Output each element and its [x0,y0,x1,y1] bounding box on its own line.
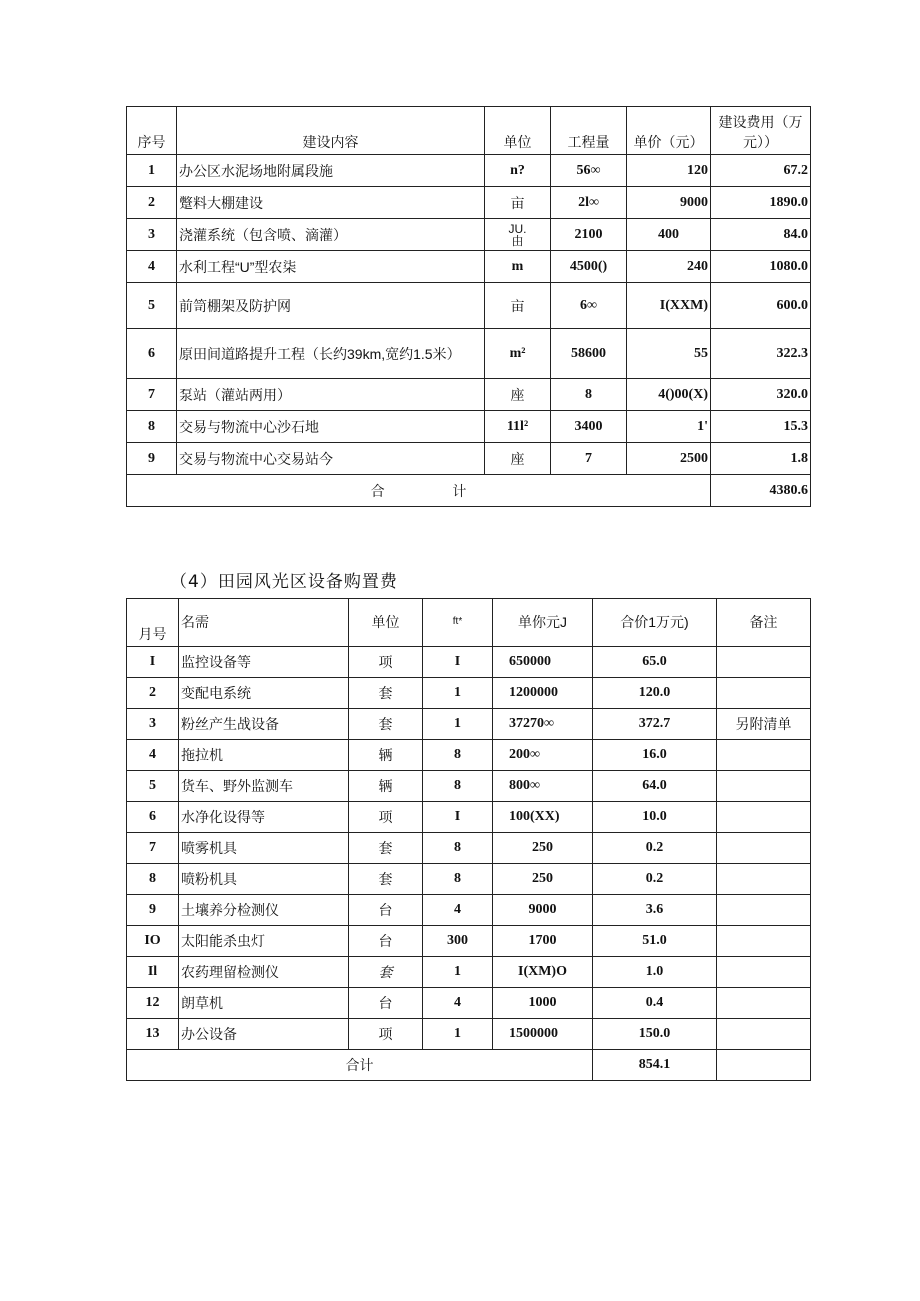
row-price: 120 [627,155,711,187]
row-no: 6 [127,329,177,379]
row-no: 2 [127,187,177,219]
row-no: 9 [127,443,177,475]
row-note: 另附清单 [717,709,811,740]
section-caption: （4）田园风光区设备购置费 [170,572,398,592]
row-content: 浇灌系统（包含喷、滴灌） [177,219,485,251]
row-content: 交易与物流中心交易站今 [177,443,485,475]
total-label: 合计 [127,1050,593,1081]
header-qty: 工程量 [551,107,627,155]
row-qty: 3400 [551,411,627,443]
row-name: 拖拉机 [179,740,349,771]
row-no: 8 [127,411,177,443]
row-qty: 1 [423,709,493,740]
row-total: 16.0 [593,740,717,771]
header-no: 序号 [127,107,177,155]
row-unit: 座 [485,443,551,475]
row-name: 监控设备等 [179,647,349,678]
row-qty: 8 [551,379,627,411]
row-price: 100(XX) [493,802,593,833]
row-total: 0.2 [593,864,717,895]
row-unit: 辆 [349,771,423,802]
header-qty: ft* [423,599,493,647]
row-price: 650000 [493,647,593,678]
row-cost: 1080.0 [711,251,811,283]
table-row [127,329,811,379]
row-name: 粉丝产生战设备 [179,709,349,740]
row-unit: 亩 [485,283,551,329]
table-row [127,678,811,709]
row-qty: 8 [423,771,493,802]
row-name: 朗草机 [179,988,349,1019]
row-price: 2500 [627,443,711,475]
row-total: 65.0 [593,647,717,678]
header-unit: 单位 [485,107,551,155]
row-no: 3 [127,219,177,251]
row-qty: 1 [423,1019,493,1050]
header-price: 单你元J [493,599,593,647]
row-note [717,647,811,678]
row-content: 交易与物流中心沙石地 [177,411,485,443]
row-qty: 7 [551,443,627,475]
total-value: 4380.6 [711,475,811,507]
row-qty: 6∞ [551,283,627,329]
row-qty: 4500() [551,251,627,283]
row-note [717,1019,811,1050]
table-row [127,1019,811,1050]
total-value: 854.1 [593,1050,717,1081]
table-row [127,283,811,329]
row-qty: 2l∞ [551,187,627,219]
total-label-1: 合 [370,482,385,499]
row-no: 5 [127,283,177,329]
row-price: 1200000 [493,678,593,709]
table-row [127,647,811,678]
row-total: 10.0 [593,802,717,833]
row-unit: 项 [349,802,423,833]
header-price: 单价（元） [627,107,711,155]
table-row [127,957,811,988]
row-price: 55 [627,329,711,379]
row-no: 5 [127,771,179,802]
row-unit: 台 [349,895,423,926]
row-cost: 320.0 [711,379,811,411]
row-unit: 辆 [349,740,423,771]
row-unit: n? [485,155,551,187]
table-header-row [127,599,811,647]
row-name: 喷粉机具 [179,864,349,895]
row-note [717,833,811,864]
table-row [127,895,811,926]
row-qty: I [423,647,493,678]
row-content: 蹩料大棚建设 [177,187,485,219]
row-cost: 84.0 [711,219,811,251]
row-no: I [127,647,179,678]
construction-cost-table [126,106,811,507]
row-no: 6 [127,802,179,833]
row-unit: m [485,251,551,283]
row-no: 8 [127,864,179,895]
row-qty: 8 [423,740,493,771]
row-price: 250 [493,864,593,895]
row-no: 12 [127,988,179,1019]
row-no: 13 [127,1019,179,1050]
row-no: 9 [127,895,179,926]
row-name: 办公设备 [179,1019,349,1050]
row-no: 2 [127,678,179,709]
row-unit: m² [485,329,551,379]
row-note [717,988,811,1019]
row-price: 800∞ [493,771,593,802]
equipment-purchase-table [126,598,811,1081]
header-no: 月号 [127,599,179,647]
row-note [717,895,811,926]
row-note [717,926,811,957]
row-cost: 15.3 [711,411,811,443]
table-row [127,411,811,443]
row-total: 51.0 [593,926,717,957]
header-unit: 单位 [349,599,423,647]
row-unit: 11l² [485,411,551,443]
row-unit: 套 [349,864,423,895]
row-content: 泵站（灌站两用） [177,379,485,411]
row-name: 货车、野外监测车 [179,771,349,802]
row-total: 0.2 [593,833,717,864]
row-price: 1000 [493,988,593,1019]
table-row [127,771,811,802]
row-qty: 8 [423,864,493,895]
row-price: 1' [627,411,711,443]
total-label-2: 计 [452,482,467,499]
row-unit: 项 [349,647,423,678]
row-total: 1.0 [593,957,717,988]
row-qty: 2100 [551,219,627,251]
row-qty: 1 [423,678,493,709]
row-total: 120.0 [593,678,717,709]
table-row [127,740,811,771]
row-total: 372.7 [593,709,717,740]
row-total: 0.4 [593,988,717,1019]
row-unit: 亩 [485,187,551,219]
row-name: 变配电系统 [179,678,349,709]
row-name: 土壤养分检测仪 [179,895,349,926]
row-no: 4 [127,251,177,283]
table-row [127,926,811,957]
table-row [127,833,811,864]
row-cost: 67.2 [711,155,811,187]
row-no: 1 [127,155,177,187]
row-cost: 322.3 [711,329,811,379]
table-row [127,802,811,833]
row-no: 3 [127,709,179,740]
table-row [127,379,811,411]
row-price: 37270∞ [493,709,593,740]
row-unit: 套 [349,833,423,864]
table-row [127,864,811,895]
row-no: IO [127,926,179,957]
row-content: 水利工程“U”型农柒 [177,251,485,283]
row-price: 9000 [493,895,593,926]
row-no: Il [127,957,179,988]
header-note: 备注 [717,599,811,647]
row-no: 4 [127,740,179,771]
header-total: 合价1万元) [593,599,717,647]
row-unit: JU. 由 [485,219,551,251]
row-note [717,678,811,709]
row-name: 喷雾机具 [179,833,349,864]
row-qty: 56∞ [551,155,627,187]
row-unit: 台 [349,926,423,957]
row-qty: 4 [423,895,493,926]
row-no: 7 [127,833,179,864]
row-name: 太阳能杀虫灯 [179,926,349,957]
row-total: 64.0 [593,771,717,802]
table-row [127,443,811,475]
total-note [717,1050,811,1081]
row-unit: 套 [349,678,423,709]
row-price: 1700 [493,926,593,957]
table-row [127,709,811,740]
row-content: 原田间道路提升工程（长约39km,宽约1.5米） [177,329,485,379]
table-row [127,251,811,283]
row-cost: 1.8 [711,443,811,475]
row-qty: 4 [423,988,493,1019]
row-price: 200∞ [493,740,593,771]
row-qty: I [423,802,493,833]
row-cost: 1890.0 [711,187,811,219]
row-price: 240 [627,251,711,283]
row-content: 办公区水泥场地附属段施 [177,155,485,187]
row-qty: 1 [423,957,493,988]
row-price: 400 [627,219,711,251]
row-price: 1500000 [493,1019,593,1050]
row-unit: 座 [485,379,551,411]
row-cost: 600.0 [711,283,811,329]
row-price: 250 [493,833,593,864]
header-content: 建设内容 [177,107,485,155]
total-row [127,475,811,507]
row-name: 水净化设得等 [179,802,349,833]
row-no: 7 [127,379,177,411]
header-cost: 建设费用（万元）） [711,107,811,155]
row-note [717,771,811,802]
row-unit: 套 [349,709,423,740]
row-name: 农药理留检测仪 [179,957,349,988]
row-price: I(XXM) [627,283,711,329]
row-price: 4()00(X) [627,379,711,411]
row-unit: 台 [349,988,423,1019]
row-note [717,864,811,895]
header-name: 名需 [179,599,349,647]
row-total: 3.6 [593,895,717,926]
row-qty: 58600 [551,329,627,379]
total-label-cell [127,475,711,507]
row-note [717,802,811,833]
table-header-row [127,107,811,155]
row-unit: 套 [349,957,423,988]
table-row [127,988,811,1019]
row-note [717,740,811,771]
table-row [127,219,811,251]
total-row [127,1050,811,1081]
row-qty: 8 [423,833,493,864]
table-row [127,187,811,219]
row-total: 150.0 [593,1019,717,1050]
row-unit: 项 [349,1019,423,1050]
row-content: 前笥棚架及防护网 [177,283,485,329]
row-price: I(XM)O [493,957,593,988]
row-note [717,957,811,988]
row-price: 9000 [627,187,711,219]
table-row [127,155,811,187]
row-qty: 300 [423,926,493,957]
